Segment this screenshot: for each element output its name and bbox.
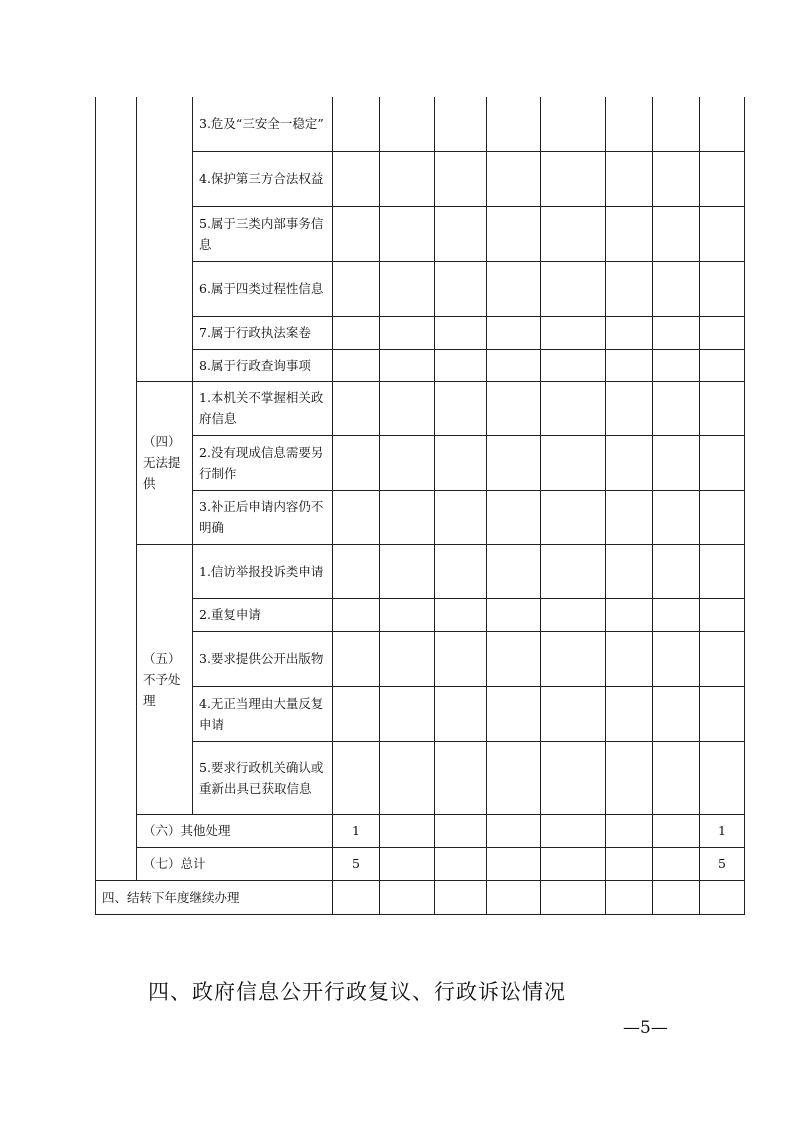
value-cell [541,544,606,598]
value-cell [700,686,745,741]
value-cell [487,435,541,490]
value-cell [487,381,541,435]
value-cell: 1 [333,814,380,847]
value-cell [653,814,700,847]
value-cell [541,490,606,544]
value-cell [606,261,653,316]
table-row [96,814,745,847]
value-cell [541,206,606,261]
value-cell [487,631,541,686]
group-label-buyuchuli: （五）不予处理 [137,544,193,814]
value-cell [606,151,653,206]
value-cell [606,490,653,544]
value-cell [606,686,653,741]
value-cell [435,490,487,544]
table-row [96,631,745,686]
group-label-wufatigong: （四）无法提供 [137,381,193,544]
value-cell [380,381,435,435]
table-row [96,598,745,631]
value-cell [333,381,380,435]
table-row [96,880,745,914]
value-cell [333,544,380,598]
value-cell [653,631,700,686]
row-label: 4.无正当理由大量反复申请 [193,686,333,741]
value-cell [700,544,745,598]
row-label: 3.要求提供公开出版物 [193,631,333,686]
value-cell [435,381,487,435]
value-cell [333,741,380,814]
value-cell [380,686,435,741]
value-cell [541,261,606,316]
value-cell [700,880,745,914]
value-cell [700,381,745,435]
value-cell [487,316,541,349]
row-label: 3.补正后申请内容仍不明确 [193,490,333,544]
value-cell [653,381,700,435]
value-cell [700,435,745,490]
value-cell [435,316,487,349]
value-cell [653,151,700,206]
value-cell [333,97,380,151]
value-cell [380,435,435,490]
value-cell [380,544,435,598]
value-cell [606,544,653,598]
value-cell [435,349,487,381]
value-cell [487,814,541,847]
value-cell [653,598,700,631]
value-cell [435,686,487,741]
group-label-cell [137,97,193,381]
value-cell [653,435,700,490]
value-cell [653,206,700,261]
value-cell [653,349,700,381]
value-cell [541,880,606,914]
value-cell [653,261,700,316]
value-cell [380,349,435,381]
value-cell [541,381,606,435]
row-label: 7.属于行政执法案卷 [193,316,333,349]
value-cell [435,741,487,814]
value-cell [333,686,380,741]
value-cell [333,880,380,914]
table-row [96,316,745,349]
value-cell [487,151,541,206]
section-heading: 四、政府信息公开行政复议、行政诉讼情况 [148,980,566,1004]
row-label-total: （七）总计 [137,847,333,880]
table-row [96,686,745,741]
value-cell [606,880,653,914]
value-cell [333,631,380,686]
value-cell [487,261,541,316]
value-cell [487,847,541,880]
value-cell [435,631,487,686]
table-row [96,435,745,490]
value-cell [487,598,541,631]
value-cell [487,490,541,544]
value-cell [487,544,541,598]
value-cell [606,349,653,381]
value-cell [700,316,745,349]
value-cell [380,631,435,686]
value-cell [435,261,487,316]
row-label: 2.重复申请 [193,598,333,631]
value-cell [700,490,745,544]
value-cell [487,880,541,914]
value-cell [653,490,700,544]
value-cell [700,741,745,814]
value-cell [541,814,606,847]
value-cell [435,151,487,206]
row-label: 1.信访举报投诉类申请 [193,544,333,598]
row-label: 5.要求行政机关确认或重新出具已获取信息 [193,741,333,814]
value-cell [487,741,541,814]
value-cell [606,847,653,880]
value-cell [435,814,487,847]
table-row [96,206,745,261]
value-cell [380,814,435,847]
table-row [96,490,745,544]
value-cell [541,741,606,814]
value-cell [333,349,380,381]
row-label: 1.本机关不掌握相关政府信息 [193,381,333,435]
value-cell [380,598,435,631]
value-cell [380,490,435,544]
table-row [96,544,745,598]
table-row [96,741,745,814]
value-cell [435,847,487,880]
value-cell [380,880,435,914]
value-cell [653,544,700,598]
value-cell [487,349,541,381]
value-cell [380,206,435,261]
value-cell [380,316,435,349]
value-cell [606,316,653,349]
value-cell: 5 [700,847,745,880]
value-cell [333,261,380,316]
table-row [96,349,745,381]
value-cell [700,261,745,316]
value-cell [487,686,541,741]
page-number: —5— [623,1018,668,1038]
value-cell [541,631,606,686]
value-cell [333,598,380,631]
value-cell [435,880,487,914]
value-cell [653,97,700,151]
value-cell [380,261,435,316]
value-cell [487,206,541,261]
table-row [96,151,745,206]
value-cell [606,206,653,261]
table-row [96,847,745,880]
value-cell [541,435,606,490]
value-cell [333,316,380,349]
value-cell [700,631,745,686]
table-row [96,261,745,316]
value-cell [380,151,435,206]
value-cell [653,741,700,814]
value-cell [541,151,606,206]
value-cell [606,741,653,814]
value-cell [700,598,745,631]
row-label: 3.危及“三安全一稳定” [193,97,333,151]
value-cell [333,435,380,490]
value-cell [653,847,700,880]
row-label: 5.属于三类内部事务信息 [193,206,333,261]
outer-category-cell [96,97,137,880]
value-cell [541,847,606,880]
value-cell [435,206,487,261]
row-label: 4.保护第三方合法权益 [193,151,333,206]
value-cell [333,206,380,261]
value-cell: 5 [333,847,380,880]
table-row [96,97,745,151]
value-cell [653,880,700,914]
value-cell [333,151,380,206]
row-label-carryover: 四、结转下年度继续办理 [96,880,333,914]
value-cell [653,686,700,741]
value-cell [541,97,606,151]
value-cell [541,349,606,381]
value-cell [606,631,653,686]
row-label: 2.没有现成信息需要另行制作 [193,435,333,490]
statistics-table [95,97,745,915]
value-cell [653,316,700,349]
value-cell [606,97,653,151]
value-cell [435,97,487,151]
value-cell [435,435,487,490]
value-cell [606,435,653,490]
value-cell [380,741,435,814]
row-label: 8.属于行政查询事项 [193,349,333,381]
value-cell [606,598,653,631]
value-cell [606,814,653,847]
value-cell [380,847,435,880]
value-cell [487,97,541,151]
row-label: 6.属于四类过程性信息 [193,261,333,316]
value-cell [606,381,653,435]
row-label-other: （六）其他处理 [137,814,333,847]
value-cell [333,490,380,544]
value-cell [541,598,606,631]
value-cell [541,316,606,349]
table-row [96,381,745,435]
value-cell [541,686,606,741]
value-cell [435,544,487,598]
value-cell [700,97,745,151]
value-cell [435,598,487,631]
value-cell [380,97,435,151]
value-cell [700,206,745,261]
value-cell: 1 [700,814,745,847]
value-cell [700,349,745,381]
value-cell [700,151,745,206]
